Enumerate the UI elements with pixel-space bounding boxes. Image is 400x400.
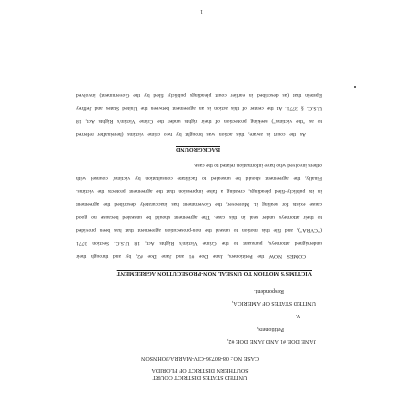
page-number: 1 xyxy=(200,8,203,14)
petitioners-role: Petitioners, xyxy=(256,326,284,332)
respondent-role: Respondent. xyxy=(254,288,284,294)
background-heading: BACKGROUND xyxy=(175,146,220,152)
scan-speck xyxy=(354,86,356,88)
paragraph-2-line: As the court is aware, this action was brought by two crime victims (hereinafter referred xyxy=(76,131,306,137)
versus-label: v. xyxy=(295,313,300,319)
paragraph-1-line: undersigned attorneys, pursuant to the Crime Victim's Rights Act, 18 U.S.C. Section 3771 xyxy=(76,240,322,246)
respondent-name: UNITED STATES OF AMERICA, xyxy=(231,300,316,306)
paragraph-1-line: ("CVRA"), and file this motion to unseal the non-prosecution agreement that has been provided xyxy=(76,227,322,233)
paragraph-1-line: to their attorneys under seal in this case. The agreement should be unsealed because no good xyxy=(76,214,322,220)
paragraph-1-line: COMES NOW the Petitioners, Jane Doe #1 and Jane Doe #2, by and through their xyxy=(76,253,306,259)
court-district: SOUTHERN DISTRICT OF FLORIDA xyxy=(151,367,249,373)
motion-title: VICTIMS'S MOTION TO UNSEAL NON-PROSECUTION AGREEMENT xyxy=(116,270,312,276)
case-number: CASE NO.: 08-80736-CIV-MARRA/JOHNSON xyxy=(141,355,259,361)
paragraph-2-line: Epstein that (as described in earlier court pleadings publicly filed by the Government) involved xyxy=(76,92,322,98)
paragraph-2-line: U.S.C. § 3771. At the center of this action is an agreement between the United States and Jeffrey xyxy=(76,105,322,111)
paragraph-2-line: to as "the victims") seeking protection of their rights under the Crime Victim's Rights Act, 18 xyxy=(76,118,322,124)
paragraph-1-line: Finally, the agreement should be unsealed to facilitate consultation by victims' counsel with xyxy=(76,175,322,181)
court-name: UNITED STATES DISTRICT COURT xyxy=(152,374,248,380)
paragraph-1-line: cause exists for sealing it. Moreover, the Government has inaccurately described the agreement xyxy=(76,201,322,207)
paragraph-1-line: in its publicly-filed pleadings, creating a false impression that the agreement protects the victims. xyxy=(76,188,322,194)
paragraph-1-line: others involved who have information related to the case. xyxy=(193,162,322,168)
petitioners-names: JANE DOE #1 AND JANE DOE #2, xyxy=(226,338,316,344)
